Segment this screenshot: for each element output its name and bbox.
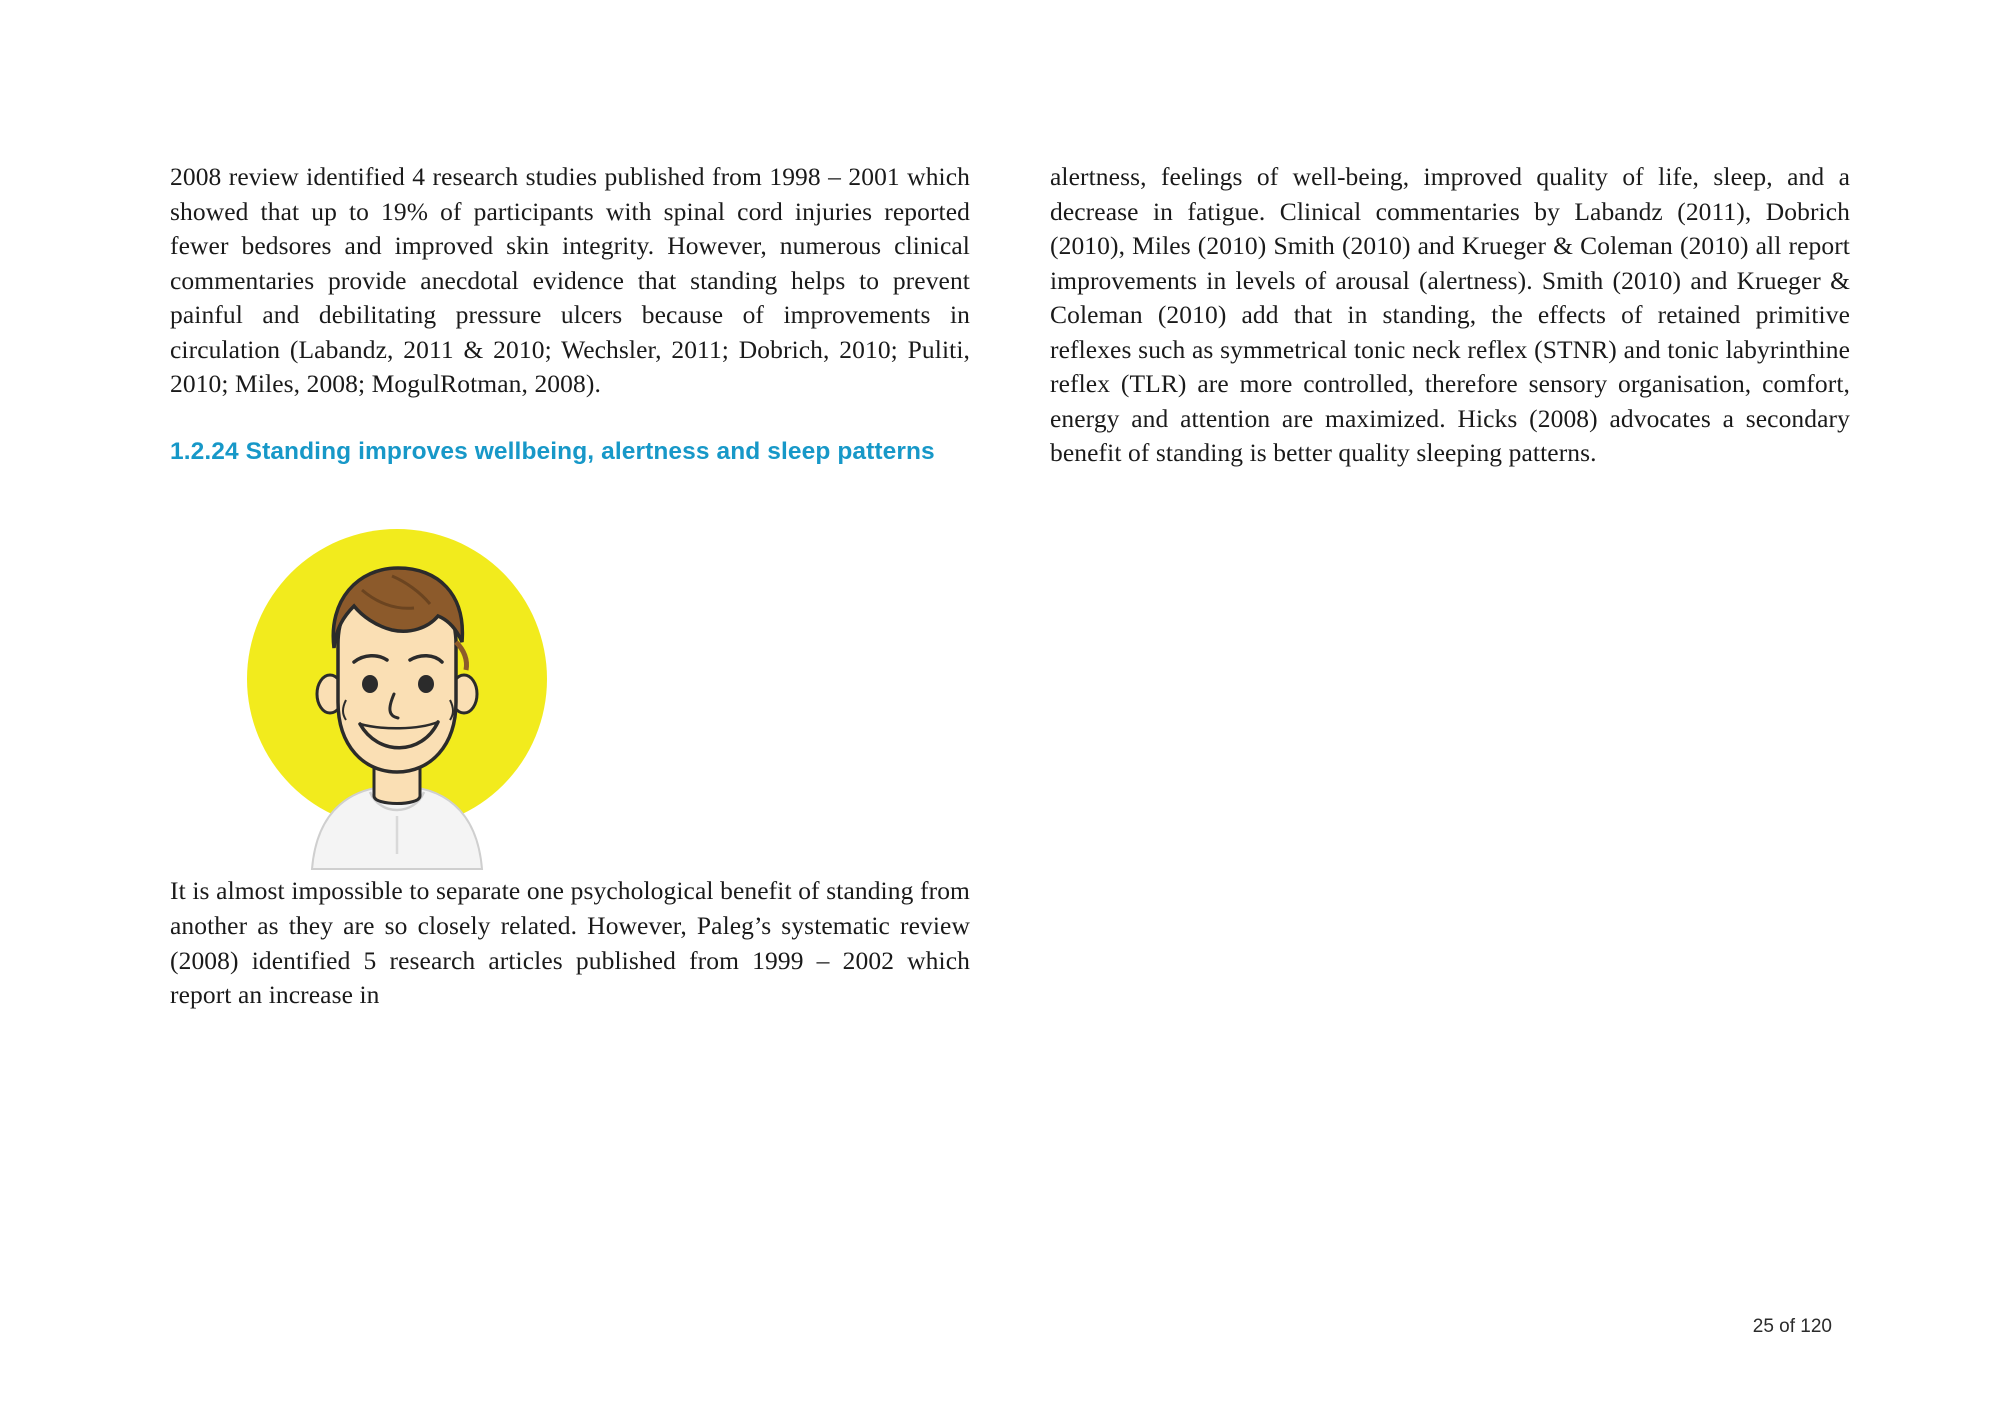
- page-number: 25 of 120: [1752, 1316, 1832, 1337]
- body-paragraph: It is almost impossible to separate one psychological benefit of standing from another as they are so closely related. However, Paleg’s systematic review (2008) identified 5 research articles published from 1999 – 2002 which report an increase in: [170, 876, 970, 1010]
- page-title: 1.2.24 Standing improves wellbeing, alertness and sleep patterns: [170, 437, 935, 465]
- body-paragraph: alertness, feelings of well-being, improved quality of life, sleep, and a decrease in fatigue. Clinical commentaries by Labandz (2011), Dobrich (2010), Miles (2010) Smith (2010) and Krueger & Coleman (2010) all report improvements in levels of arousal (alertness). Smith (2010) and Krueger & Coleman (2010) add that in standing, the effects of retained primitive reflexes such as symmetrical tonic neck reflex (STNR) and tonic labyrinthine reflex (TLR) are more controlled, therefore sensory organisation, comfort, energy and attention are maximized. Hicks (2008) advocates a secondary benefit of standing is better quality sleeping patterns.: [1050, 162, 1850, 468]
- smiling-boy-illustration-svg: [242, 524, 552, 874]
- smiling-boy-illustration: [242, 524, 552, 874]
- left-column: [170, 160, 970, 1013]
- body-paragraph: 2008 review identified 4 research studies published from 1998 – 2001 which showed that up to 19% of participants with spinal cord injuries reported fewer bedsores and improved skin integrity. However, numerous clinical commentaries provide anecdotal evidence that standing helps to prevent painful and debilitating pressure ulcers because of improvements in circulation (Labandz, 2011 & 2010; Wechsler, 2011; Dobrich, 2010; Puliti, 2010; Miles, 2008; MogulRotman, 2008).: [170, 162, 970, 399]
- two-column-body: [170, 160, 1850, 1013]
- figure-container: [170, 524, 970, 874]
- right-column: [1050, 160, 1850, 1013]
